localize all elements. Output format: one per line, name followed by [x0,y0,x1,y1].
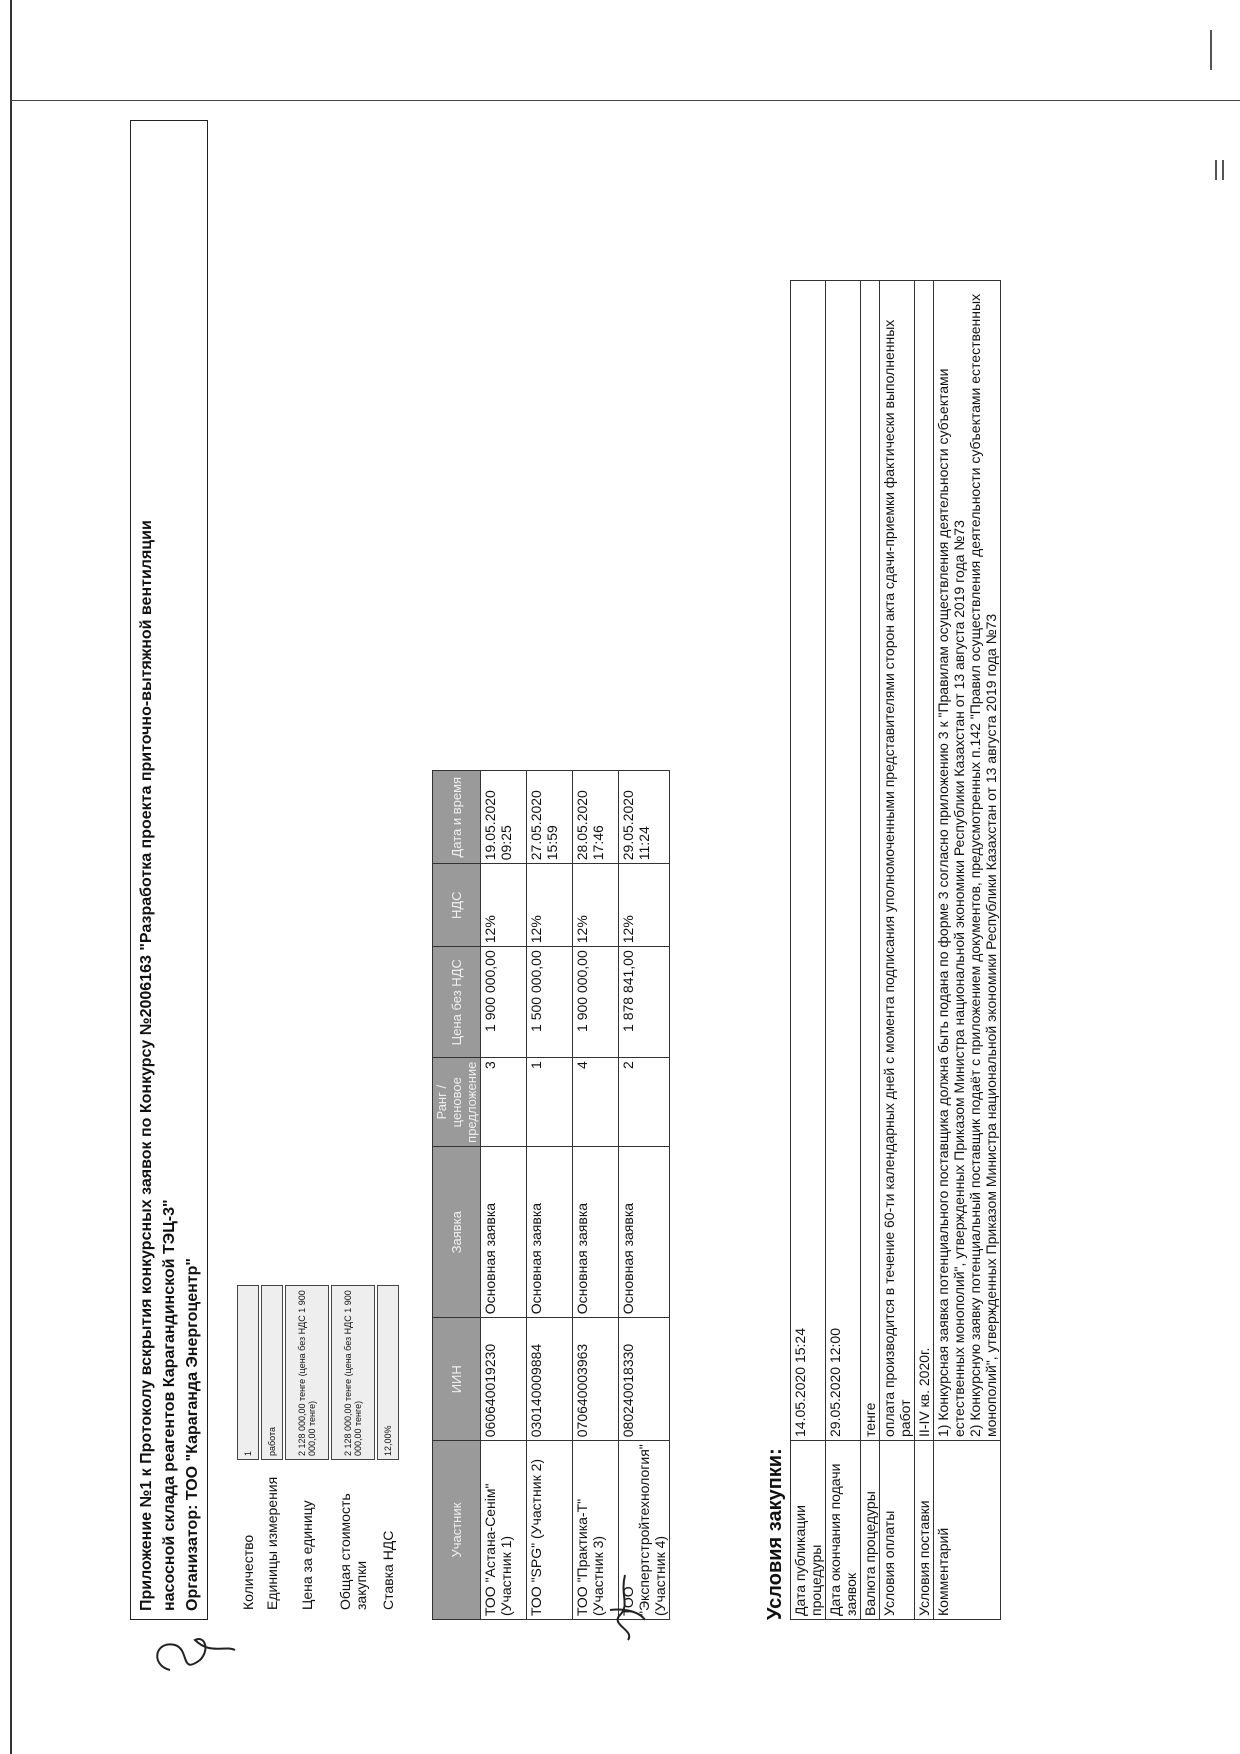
price-cell: 1 500 000,00 [527,947,573,1058]
rank-cell: 1 [527,1058,573,1147]
column-header: ИИН [433,1318,481,1441]
title-line-2: насосной склада реагентов Карагандинской ТЭЦ-3" [161,1199,178,1611]
condition-value: II-IV кв. 2020г. [915,281,934,1441]
price-cell: 1 900 000,00 [481,947,527,1058]
signature-2 [140,1620,250,1690]
condition-value: 14.05.2020 15:24 [791,281,826,1441]
param-label: Ставка НДС [380,1530,396,1610]
procurement-parameters [236,1285,400,1610]
param-value: работа [261,1285,283,1460]
datetime-cell: 27.05.2020 15:59 [527,771,573,864]
participant-cell: ТОО "Практика-Т" (Участник 3) [573,1441,619,1620]
scan-mark [1222,160,1224,180]
participant-cell: ТОО "Экспертстройтехнология" (Участник 4) [619,1441,670,1620]
application-cell: Основная заявка [527,1147,573,1318]
param-value: 12,00% [377,1285,399,1460]
rank-cell: 2 [619,1058,670,1147]
conditions-table [790,280,1001,1620]
table-row [861,281,880,1620]
scan-mark [1215,160,1217,180]
datetime-cell: 28.05.2020 17:46 [573,771,619,864]
column-header: Участник [433,1441,481,1620]
scan-edge-left [10,0,12,1754]
participant-cell: ТОО "Астана-Сенім" (Участник 1) [481,1441,527,1620]
table-row [619,771,670,1620]
param-row [284,1285,330,1610]
column-header: НДС [433,864,481,947]
column-header: Дата и время [433,771,481,864]
condition-key: Комментарий [934,1441,1001,1620]
table-row [934,281,1001,1620]
iin-cell: 070640003963 [573,1318,619,1441]
bids-table [432,770,670,1620]
conditions-heading: Условия закупки: [764,1448,786,1620]
vat-cell: 12% [481,864,527,947]
table-row [481,771,527,1620]
table-row [573,771,619,1620]
vat-cell: 12% [527,864,573,947]
param-row [260,1285,284,1610]
column-header: Ранг / ценовое предложение [433,1058,481,1147]
application-cell: Основная заявка [481,1147,527,1318]
condition-key: Дата окончания подачи заявок [826,1441,861,1620]
table-row [527,771,573,1620]
condition-value: 1) Конкурсная заявка потенциального поставщика должна быть подана по форме 3 согласно приложению 3 к "Правилам осуществления деятельности субъектами естественных монополий", утвержденных Приказом Министра национальной экономики Республики Казахстан от 13 августа 2019 года №73 2) Конкурсную заявку потенциальный поставщик подаёт с приложением документов, предусмотренных п.142 "Правил осуществления деятельности субъектами естественных монополий", утвержденных Приказом Министра национальной экономики Республики Казахстан от 13 августа 2019 года №73 [934,281,1001,1441]
param-row [236,1285,260,1610]
scan-edge-top [10,100,1240,101]
document-title [130,120,208,1620]
title-line-3: Организатор: ТОО "Караганда Энергоцентр" [184,1258,201,1611]
vat-cell: 12% [573,864,619,947]
vat-cell: 12% [619,864,670,947]
participant-cell: ТОО "SPG" (Участник 2) [527,1441,573,1620]
iin-cell: 060640019230 [481,1318,527,1441]
scan-mark [1210,30,1212,70]
param-label: Цена за единицу [299,1500,315,1610]
rank-cell: 3 [481,1058,527,1147]
table-row [915,281,934,1620]
iin-cell: 030140009884 [527,1318,573,1441]
condition-value: 29.05.2020 12:00 [826,281,861,1441]
param-label: Общая стоимость закупки [337,1493,369,1610]
condition-key: Валюта процедуры [861,1441,880,1620]
datetime-cell: 29.05.2020 11:24 [619,771,670,864]
title-line-1: Приложение №1 к Протоколу вскрытия конкурсных заявок по Конкурсу №2006163 "Разработка проекта приточно-вытяжной вентиляции [138,520,155,1611]
condition-value: оплата производится в течение 60-ти календарных дней с момента подписания уполномоченными представителями сторон акта сдачи-приемки фактически выполненных работ [880,281,915,1441]
table-row [826,281,861,1620]
rotated-document [50,120,1130,1620]
table-header-row [433,771,481,1620]
param-label: Количество [240,1534,256,1610]
param-label: Единицы измерения [264,1476,280,1610]
column-header: Заявка [433,1147,481,1318]
datetime-cell: 19.05.2020 09:25 [481,771,527,864]
column-header: Цена без НДС [433,947,481,1058]
condition-key: Условия поставки [915,1441,934,1620]
param-value: 2 128 000,00 тенге (цена без НДС 1 900 000,00 тенге) [285,1285,329,1460]
application-cell: Основная заявка [619,1147,670,1318]
table-row [880,281,915,1620]
application-cell: Основная заявка [573,1147,619,1318]
param-value: 2 128 000,00 тенге (цена без НДС 1 900 000,00 тенге) [331,1285,375,1460]
signature-1 [590,1570,660,1650]
rank-cell: 4 [573,1058,619,1147]
param-row [376,1285,400,1610]
condition-key: Дата публикации процедуры [791,1441,826,1620]
param-value: 1 [237,1285,259,1460]
param-row [330,1285,376,1610]
table-row [791,281,826,1620]
iin-cell: 080240018330 [619,1318,670,1441]
condition-key: Условия оплаты [880,1441,915,1620]
price-cell: 1 900 000,00 [573,947,619,1058]
price-cell: 1 878 841,00 [619,947,670,1058]
condition-value: тенге [861,281,880,1441]
